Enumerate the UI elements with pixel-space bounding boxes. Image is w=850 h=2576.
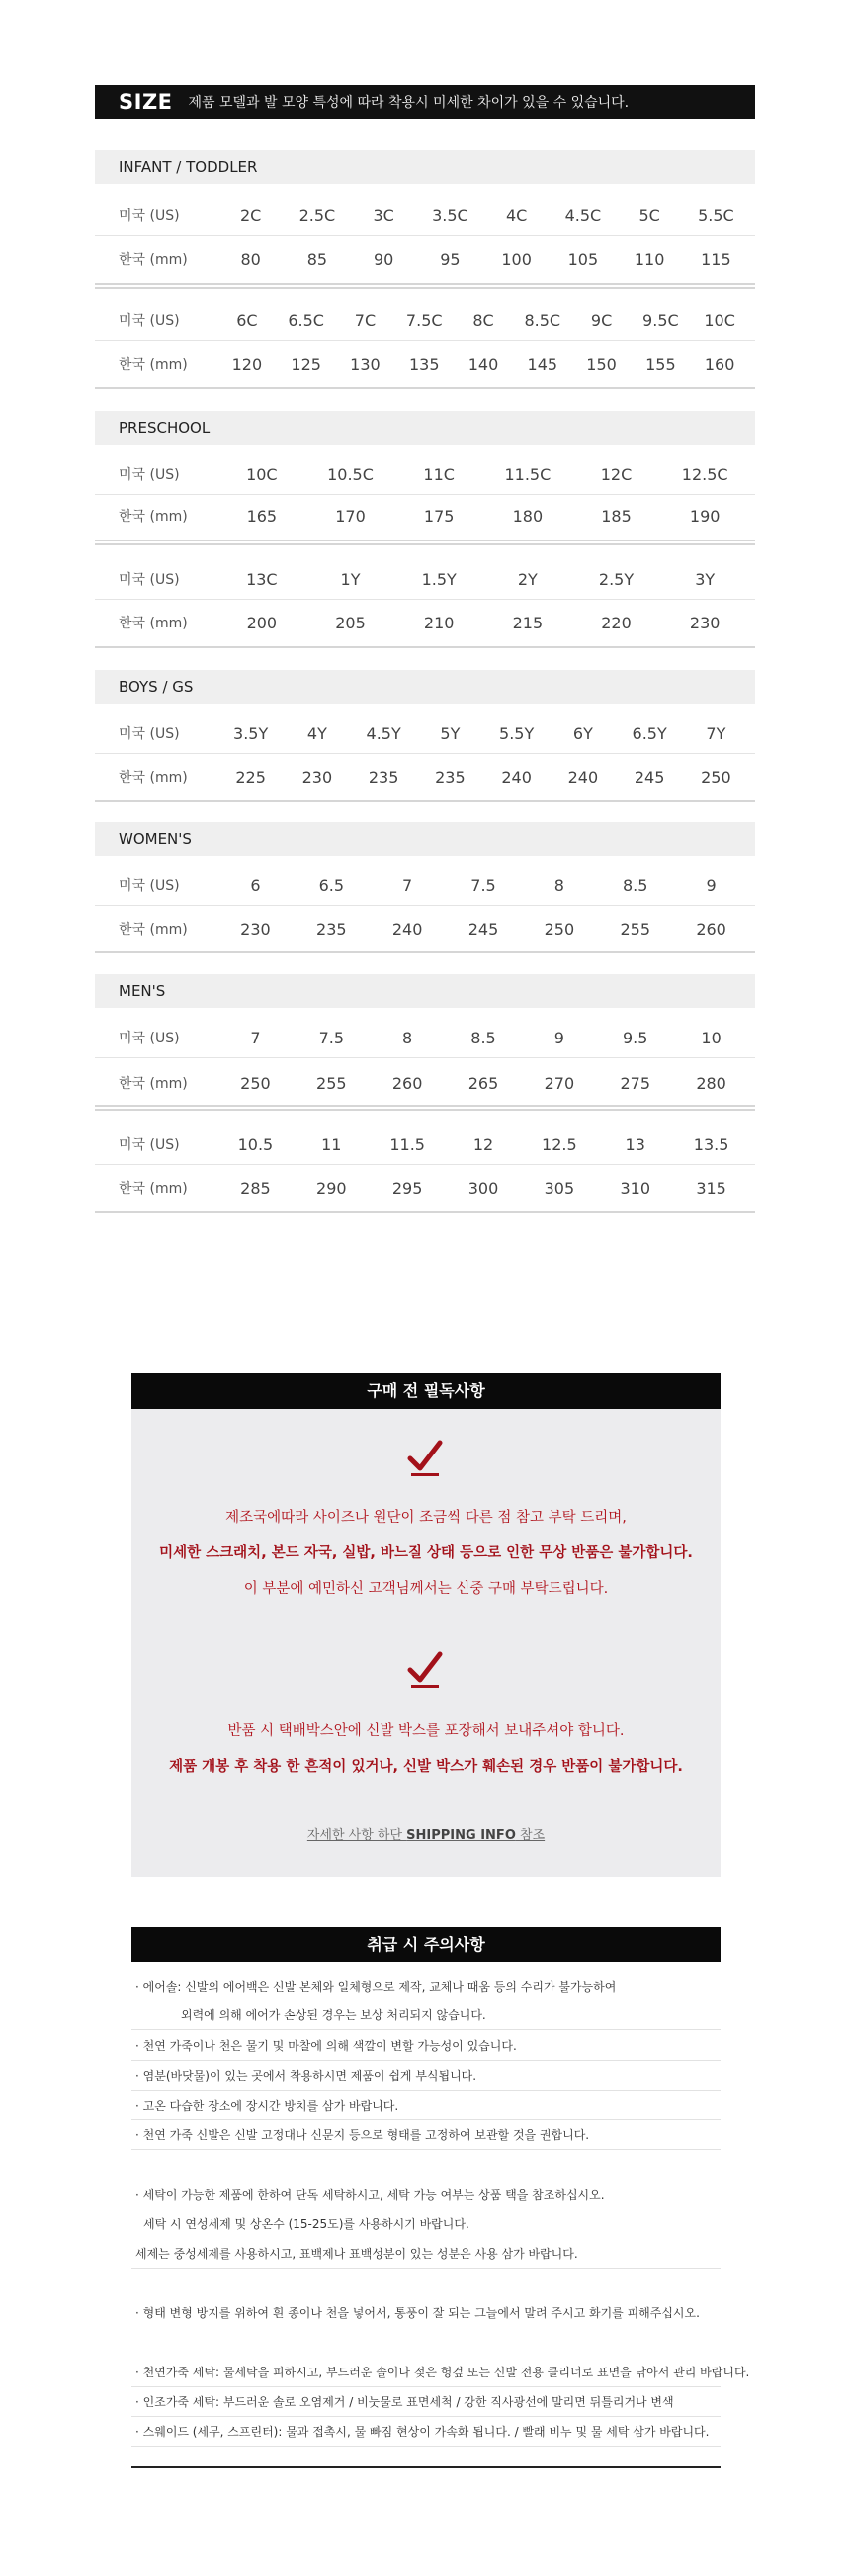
kr-size-cell: 275	[620, 1073, 650, 1093]
kr-size-cell: 250	[544, 919, 575, 939]
us-size-row	[95, 713, 755, 754]
us-size-cell: 12C	[600, 464, 633, 484]
kr-size-cell: 115	[701, 249, 731, 269]
us-size-cell: 8.5	[623, 875, 648, 895]
us-size-cell: 2.5Y	[598, 569, 635, 589]
us-size-row	[95, 559, 755, 600]
kr-size-cell: 210	[423, 613, 455, 632]
handling-item: · 고온 다습한 장소에 장시간 방치를 삼가 바랍니다.	[131, 2091, 721, 2120]
kr-size-cell: 270	[544, 1073, 575, 1093]
divider	[95, 1105, 755, 1111]
kr-label: 한국 (mm)	[119, 1076, 188, 1092]
us-size-cell: 7	[250, 1028, 261, 1047]
us-size-cell: 3.5C	[432, 206, 468, 225]
kr-size-row	[95, 909, 755, 949]
kr-size-cell: 310	[620, 1178, 650, 1198]
kr-size-cell: 240	[567, 767, 599, 787]
us-size-cell: 12.5C	[681, 464, 728, 484]
handling-item: · 염분(바닷물)이 있는 곳에서 착용하시면 제품이 쉽게 부식됩니다.	[131, 2061, 721, 2091]
divider	[95, 646, 755, 648]
kr-label: 한국 (mm)	[119, 616, 188, 631]
handling-item: 세제는 중성세제를 사용하시고, 표백제나 표백성분이 있는 성분은 사용 삼가 바랍니다.	[131, 2239, 721, 2269]
kr-size-cell: 250	[701, 767, 731, 787]
us-size-row	[95, 866, 755, 906]
us-size-cell: 4C	[505, 206, 528, 225]
divider	[95, 1211, 755, 1213]
kr-size-cell: 120	[231, 354, 263, 374]
us-size-row	[95, 455, 755, 495]
kr-size-cell: 185	[601, 506, 632, 526]
notice-text: 이 부분에 예민하신 고객님께서는 신중 구매 부탁드립니다.	[243, 1581, 609, 1597]
handling-item: · 천연 가죽이나 천은 물기 및 마찰에 의해 색깔이 변할 가능성이 있습니다.	[131, 2032, 721, 2061]
red-checkmark-icon	[407, 1650, 443, 1690]
us-size-cell: 2C	[239, 206, 262, 225]
size-header	[95, 85, 755, 119]
us-size-cell: 2.5C	[298, 206, 336, 225]
kr-size-cell: 245	[468, 919, 499, 939]
kr-size-cell: 180	[512, 506, 544, 526]
kr-size-row	[95, 1063, 755, 1103]
us-size-cell: 6.5C	[288, 310, 324, 330]
category-title: WOMEN'S	[119, 830, 192, 848]
us-size-cell: 3Y	[695, 569, 716, 589]
kr-size-cell: 230	[689, 613, 721, 632]
us-size-cell: 6	[250, 875, 261, 895]
us-size-cell: 10C	[246, 464, 278, 484]
kr-size-cell: 150	[586, 354, 617, 374]
us-size-cell: 6C	[236, 310, 258, 330]
us-size-cell: 8.5C	[524, 310, 561, 330]
us-size-row	[95, 196, 755, 236]
kr-size-cell: 145	[527, 354, 558, 374]
us-size-cell: 9	[706, 875, 717, 895]
handling-item: 세탁 시 연성세제 및 상온수 (15-25도)를 사용하시기 바랍니다.	[143, 2217, 469, 2231]
notice-title: 구매 전 필독사항	[131, 1373, 721, 1409]
kr-size-cell: 295	[391, 1178, 423, 1198]
kr-size-cell: 90	[373, 249, 394, 269]
us-label: 미국 (US)	[119, 878, 180, 894]
category-bar	[95, 974, 755, 1008]
us-size-cell: 8	[553, 875, 564, 895]
us-size-cell: 13C	[246, 569, 278, 589]
category-title: MEN'S	[119, 982, 166, 1000]
kr-size-cell: 235	[368, 767, 399, 787]
kr-size-cell: 190	[689, 506, 721, 526]
us-size-cell: 4Y	[306, 723, 327, 743]
us-size-cell: 10C	[704, 310, 735, 330]
kr-size-cell: 170	[335, 506, 366, 526]
kr-size-cell: 280	[696, 1073, 726, 1093]
notice-text-bold: 제품 개봉 후 착용 한 흔적이 있거나, 신발 박스가 훼손된 경우 반품이 불가합니다.	[169, 1759, 683, 1775]
kr-label: 한국 (mm)	[119, 922, 188, 938]
kr-size-cell: 315	[696, 1178, 726, 1198]
kr-size-cell: 290	[316, 1178, 347, 1198]
us-size-cell: 7.5	[318, 1028, 345, 1047]
category-bar	[95, 150, 755, 184]
size-title: SIZE	[119, 90, 173, 114]
handling-title: 취급 시 주의사항	[131, 1927, 721, 1962]
kr-size-cell: 235	[316, 919, 347, 939]
us-size-cell: 7C	[354, 310, 377, 330]
divider	[95, 951, 755, 953]
us-size-cell: 13	[625, 1134, 645, 1154]
us-size-cell: 9C	[590, 310, 613, 330]
us-label: 미국 (US)	[119, 1031, 180, 1046]
kr-size-cell: 135	[408, 354, 440, 374]
us-size-cell: 2Y	[517, 569, 538, 589]
handling-item: · 세탁이 가능한 제품에 한하여 단독 세탁하시고, 세탁 가능 여부는 상품 택을 참조하십시오.	[135, 2188, 605, 2202]
us-size-cell: 4.5C	[564, 206, 602, 225]
handling-item: · 형태 변형 방지를 위하여 흰 종이나 천을 넣어서, 통풍이 잘 되는 그늘에서 말려 주시고 화기를 피해주십시오.	[135, 2306, 700, 2320]
kr-size-cell: 300	[468, 1178, 499, 1198]
notice-text: 반품 시 택배박스안에 신발 박스를 포장해서 보내주셔야 합니다.	[227, 1723, 625, 1739]
us-size-cell: 11	[321, 1134, 342, 1154]
us-size-cell: 8C	[472, 310, 494, 330]
us-size-cell: 7Y	[706, 723, 726, 743]
us-size-cell: 10.5C	[327, 464, 374, 484]
kr-size-cell: 260	[391, 1073, 423, 1093]
category-bar	[95, 670, 755, 704]
kr-size-cell: 155	[645, 354, 676, 374]
size-note: 제품 모델과 발 모양 특성에 따라 착용시 미세한 차이가 있을 수 있습니다.	[188, 95, 630, 111]
us-label: 미국 (US)	[119, 1137, 180, 1153]
kr-size-cell: 140	[468, 354, 499, 374]
us-size-cell: 3C	[373, 206, 394, 225]
us-size-cell: 5Y	[440, 723, 461, 743]
kr-size-cell: 110	[634, 249, 665, 269]
kr-label: 한국 (mm)	[119, 357, 188, 373]
red-checkmark-icon	[407, 1439, 443, 1478]
notice-box	[131, 1409, 721, 1877]
kr-size-row	[95, 496, 755, 536]
kr-size-cell: 80	[240, 249, 261, 269]
us-size-cell: 12	[472, 1134, 494, 1154]
kr-size-cell: 240	[501, 767, 532, 787]
notice-text: 제조국에따라 사이즈나 원단이 조금씩 다른 점 참고 부탁 드리며,	[225, 1510, 627, 1526]
handling-item: · 천연 가죽 신발은 신발 고정대나 신문지 등으로 형태를 고정하여 보관할 것을 권합니다.	[131, 2120, 721, 2150]
us-size-cell: 12.5	[542, 1134, 577, 1154]
kr-size-cell: 100	[501, 249, 532, 269]
notice-text-bold: 미세한 스크래치, 본드 자국, 실밥, 바느질 상태 등으로 인한 무상 반품은 불가합니다.	[159, 1545, 693, 1561]
us-size-cell: 6.5	[318, 875, 345, 895]
us-size-cell: 5.5Y	[499, 723, 535, 743]
kr-size-row	[95, 757, 755, 796]
us-label: 미국 (US)	[119, 572, 180, 588]
divider	[131, 2466, 721, 2468]
kr-size-cell: 245	[634, 767, 665, 787]
kr-size-cell: 265	[468, 1073, 499, 1093]
kr-size-cell: 225	[235, 767, 266, 787]
us-size-cell: 8	[402, 1028, 413, 1047]
us-size-cell: 7.5C	[405, 310, 443, 330]
shipping-info-link-text[interactable]: 자세한 사항 하단 SHIPPING INFO 참조	[306, 1828, 546, 1843]
handling-item: · 인조가죽 세탁: 부드러운 솔로 오염제거 / 비눗물로 표면세척 / 강한 직사광선에 말리면 뒤틀리거나 변색	[131, 2387, 721, 2417]
kr-label: 한국 (mm)	[119, 770, 188, 786]
kr-size-row	[95, 1168, 755, 1207]
kr-size-cell: 255	[620, 919, 650, 939]
handling-item: · 천연가죽 세탁: 물세탁을 피하시고, 부드러운 솔이나 젖은 헝겊 또는 신발 전용 클리너로 표면을 닦아서 관리 바랍니다.	[131, 2358, 721, 2387]
us-size-cell: 11C	[423, 464, 455, 484]
divider	[95, 283, 755, 289]
us-size-row	[95, 1124, 755, 1165]
us-label: 미국 (US)	[119, 208, 180, 224]
us-size-cell: 11.5C	[504, 464, 552, 484]
kr-size-cell: 235	[435, 767, 466, 787]
handling-item: · 에어솔: 신발의 에어백은 신발 본체와 일체형으로 제작, 교체나 때움 등의 수리가 불가능하여	[135, 1980, 617, 1994]
shipping-info-link[interactable]	[131, 1824, 721, 1843]
us-size-cell: 7.5	[470, 875, 496, 895]
kr-size-cell: 125	[291, 354, 321, 374]
kr-size-cell: 250	[240, 1073, 271, 1093]
us-label: 미국 (US)	[119, 313, 180, 329]
us-size-cell: 4.5Y	[366, 723, 401, 743]
us-size-cell: 13.5	[693, 1134, 729, 1154]
us-size-cell: 5.5C	[698, 206, 734, 225]
us-size-cell: 9	[553, 1028, 564, 1047]
kr-size-cell: 215	[512, 613, 544, 632]
us-size-cell: 7	[402, 875, 413, 895]
kr-size-row	[95, 344, 755, 383]
kr-size-cell: 85	[306, 249, 328, 269]
us-size-cell: 10.5	[237, 1134, 274, 1154]
category-title: INFANT / TODDLER	[119, 158, 258, 176]
us-size-cell: 11.5	[389, 1134, 425, 1154]
kr-size-cell: 105	[567, 249, 599, 269]
divider	[95, 800, 755, 802]
kr-size-cell: 305	[544, 1178, 575, 1198]
us-label: 미국 (US)	[119, 467, 180, 483]
us-size-row	[95, 300, 755, 341]
us-size-cell: 1.5Y	[421, 569, 457, 589]
divider	[95, 540, 755, 545]
us-size-cell: 3.5Y	[233, 723, 269, 743]
kr-label: 한국 (mm)	[119, 1181, 188, 1197]
kr-size-cell: 130	[350, 354, 381, 374]
kr-size-cell: 260	[696, 919, 726, 939]
category-title: PRESCHOOL	[119, 419, 211, 437]
kr-size-cell: 95	[440, 249, 461, 269]
kr-size-cell: 285	[240, 1178, 271, 1198]
kr-size-cell: 220	[601, 613, 632, 632]
us-size-cell: 10	[701, 1028, 722, 1047]
kr-size-cell: 230	[301, 767, 333, 787]
kr-size-cell: 200	[246, 613, 278, 632]
category-title: BOYS / GS	[119, 678, 194, 696]
kr-size-cell: 205	[335, 613, 366, 632]
kr-size-cell: 230	[240, 919, 271, 939]
divider	[95, 387, 755, 389]
us-size-cell: 6.5Y	[632, 723, 667, 743]
kr-size-cell: 240	[391, 919, 423, 939]
handling-item: 외력에 의해 에어가 손상된 경우는 보상 처리되지 않습니다.	[131, 2000, 721, 2030]
kr-size-row	[95, 239, 755, 279]
category-bar	[95, 822, 755, 856]
kr-label: 한국 (mm)	[119, 252, 188, 268]
us-size-cell: 9.5C	[642, 310, 679, 330]
us-size-row	[95, 1018, 755, 1058]
us-size-cell: 1Y	[340, 569, 361, 589]
kr-size-cell: 175	[423, 506, 455, 526]
us-size-cell: 5C	[638, 206, 660, 225]
us-size-cell: 9.5	[623, 1028, 648, 1047]
kr-label: 한국 (mm)	[119, 509, 188, 525]
kr-size-row	[95, 603, 755, 642]
kr-size-cell: 160	[704, 354, 735, 374]
us-label: 미국 (US)	[119, 726, 180, 742]
kr-size-cell: 255	[316, 1073, 347, 1093]
us-size-cell: 8.5	[470, 1028, 496, 1047]
kr-size-cell: 165	[246, 506, 278, 526]
category-bar	[95, 411, 755, 445]
us-size-cell: 6Y	[572, 723, 593, 743]
handling-item: · 스웨이드 (세무, 스프린터): 물과 접촉시, 물 빠짐 현상이 가속화 됩니다. / 빨래 비누 및 물 세탁 삼가 바랍니다.	[131, 2417, 721, 2447]
